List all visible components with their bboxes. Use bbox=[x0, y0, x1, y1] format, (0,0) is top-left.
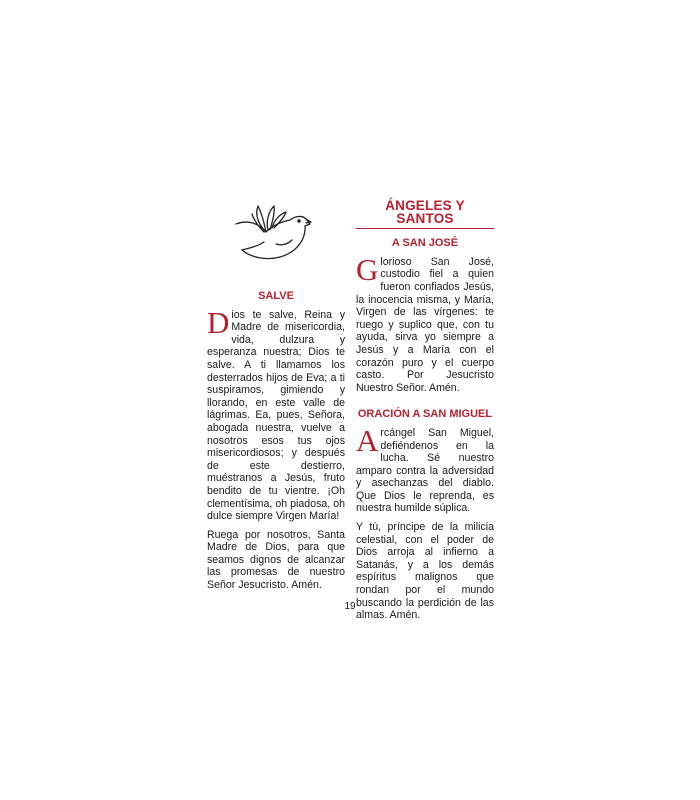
salve-dropcap: D bbox=[207, 304, 230, 340]
salve-paragraph-2: Ruega por nosotros, Santa Madre de Dios, para que seamos dignos de alcanzar las promesas de nuestro Señor Jesucristo. Amén. bbox=[207, 528, 345, 592]
salve-paragraph-1 bbox=[207, 304, 345, 523]
right-column bbox=[356, 200, 494, 628]
san-miguel-paragraph-1 bbox=[356, 422, 494, 515]
san-miguel-paragraph-2: Y tú, príncipe de la milicia celestial, con el poder de Dios arroja al infierno a Satanás, y a los demás espíritus malignos que rondan por el mundo buscando la perdición de las almas. Amén. bbox=[356, 521, 494, 622]
san-miguel-title: ORACIÓN A SAN MIGUEL bbox=[357, 408, 493, 421]
page-number: 19 bbox=[344, 601, 356, 612]
section-title: ÁNGELES Y SANTOS bbox=[385, 198, 465, 226]
left-column bbox=[207, 290, 345, 598]
san-jose-paragraph bbox=[356, 251, 494, 395]
section-divider bbox=[356, 228, 494, 229]
san-miguel-dropcap: A bbox=[356, 422, 379, 458]
san-jose-title: A SAN JOSÉ bbox=[391, 237, 459, 250]
salve-title: SALVE bbox=[258, 290, 294, 302]
dove-icon bbox=[232, 202, 312, 264]
salve-text-1: ios te salve, Reina y Madre de misericordia, vida, dulzura y esperanza nuestra; Dios te salve. A ti llamamos los desterrados hijos de Eva; a ti suspiramos, gimiendo y llorando, en este valle de lágrimas. Ea, pues, Señora, abogada nuestra, vuelve a nosotros esos tus ojos misericordiosos; y después de este destierro, muéstranos a Jesús, fruto bendito de tu vientre. ¡Oh clementísima, oh piadosa, oh dulce siempre Virgen María! bbox=[207, 308, 345, 523]
san-jose-text: lorioso San José, custodio fiel a quien fueron confiados Jesús, la inocencia misma, y María, Virgen de las vírgenes: te ruego y suplico que, con tu ayuda, sirva yo siempre a Jesús y a María con el corazón puro y el cuerpo casto. Por Jesucristo Nuestro Señor. Amén. bbox=[356, 255, 494, 394]
san-jose-dropcap: G bbox=[356, 251, 379, 287]
san-miguel-text-1: rcángel San Miguel, defiéndenos en la lucha. Sé nuestro amparo contra la adversidad y asechanzas del diablo. Que Dios le reprenda, es nuestra humilde súplica. bbox=[356, 426, 494, 515]
